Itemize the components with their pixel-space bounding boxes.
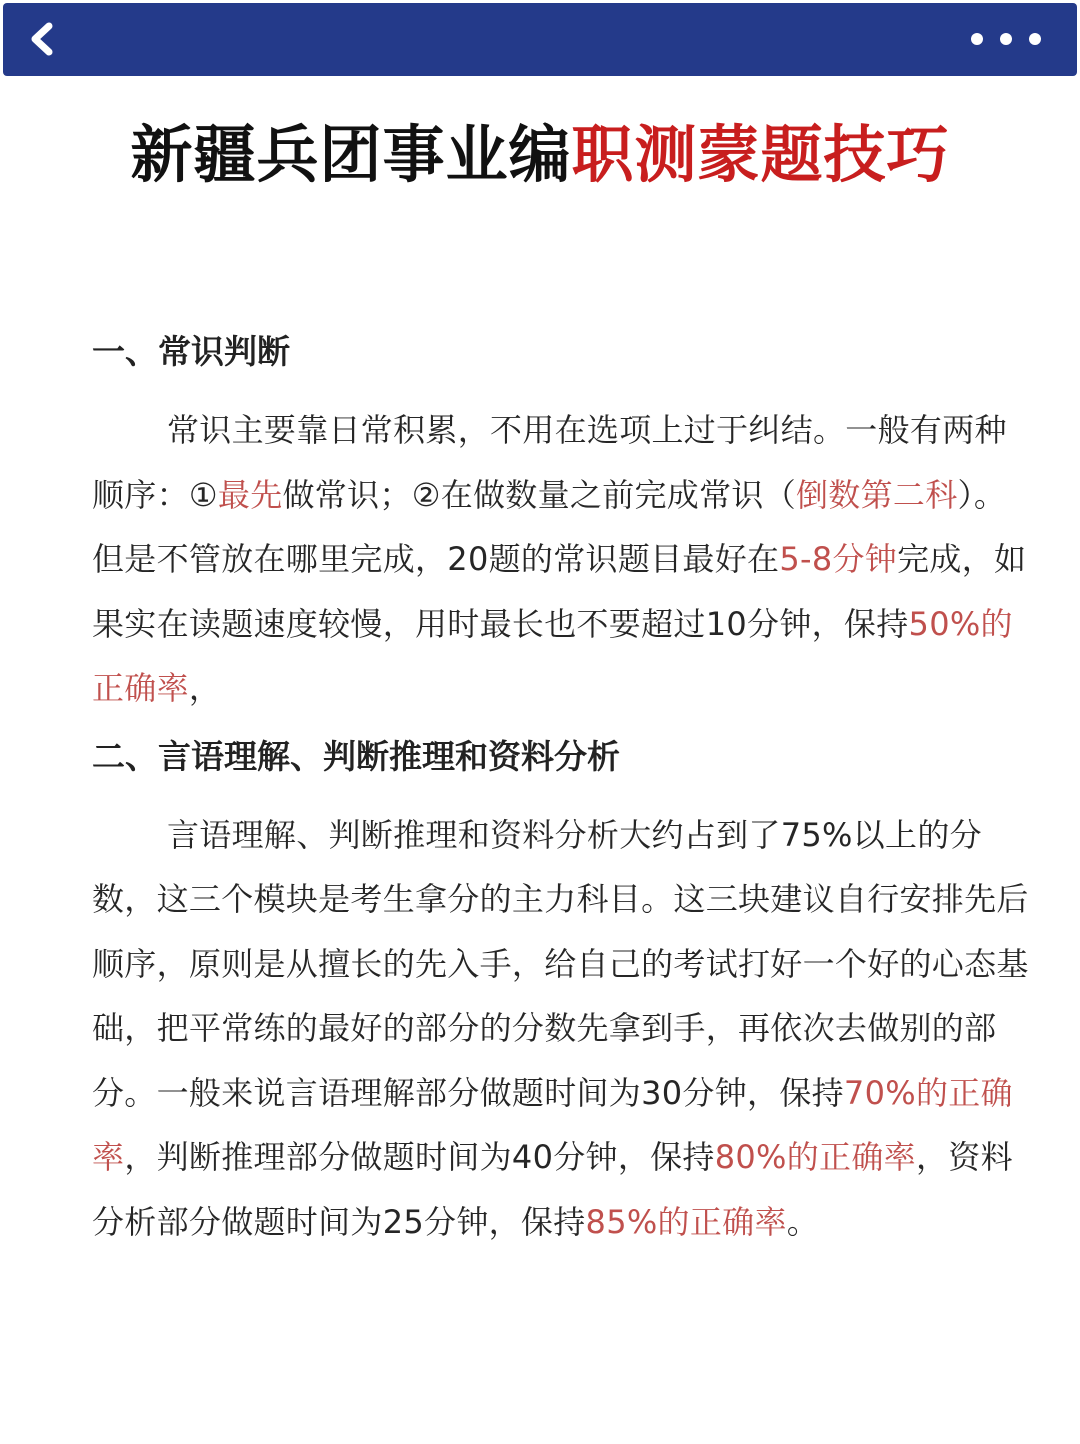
title-part-2: 职测蒙题技巧: [571, 118, 950, 191]
article-body: [92, 320, 1032, 1256]
body-text: 完成，如果实在读题速度较慢，用时最长也不要超过10分钟，保持: [92, 540, 1027, 643]
section-1-paragraph: [92, 398, 1032, 721]
highlight-text: 85%的正确率: [585, 1202, 787, 1241]
more-options-button[interactable]: [971, 19, 1041, 59]
highlight-text: 70%的正确率: [92, 1073, 1013, 1176]
more-horizontal-icon: [1000, 33, 1012, 45]
highlight-text: 倒数第二科: [796, 475, 958, 514]
highlight-text: 最先: [217, 475, 283, 514]
back-button[interactable]: [21, 19, 61, 59]
highlight-text: 80%的正确率: [714, 1138, 916, 1176]
top-nav-bar: [3, 3, 1077, 76]
page-title: [0, 118, 1080, 192]
section-2-heading: 二、言语理解、判断推理和资料分析: [92, 736, 620, 776]
section-1-heading: 一、常识判断: [92, 332, 290, 371]
body-text: 。: [786, 1202, 820, 1241]
body-text: ，判断推理部分做题时间为40分钟，保持: [124, 1138, 715, 1176]
body-text: ，资料分析部分做题时间为25分钟，保持: [92, 1138, 1013, 1241]
section-2-paragraph: [92, 803, 1032, 1255]
highlight-text: 50%的正确率: [92, 604, 1013, 707]
body-text: 常识主要靠日常积累，不用在选项上过于纠结。一般有两种顺序：①: [92, 411, 1007, 514]
chevron-left-icon: [27, 22, 55, 56]
body-text: ）。但是不管放在哪里完成，20题的常识题目最好在: [92, 475, 1007, 578]
body-text: ，: [188, 669, 222, 707]
more-horizontal-icon: [971, 33, 983, 45]
title-part-1: 新疆兵团事业编: [130, 118, 572, 191]
body-text: 做常识；②在做数量之前完成常识（: [282, 475, 796, 514]
highlight-text: 5-8分钟: [779, 540, 898, 578]
more-horizontal-icon: [1029, 33, 1041, 45]
body-text: 言语理解、判断推理和资料分析大约占到了75%以上的分数，这三个模块是考生拿分的主力科目。这三块建议自行安排先后顺序，原则是从擅长的先入手，给自己的考试打好一个好的心态基础，把平常练的最好的部分的分数先拿到手，再依次去做别的部分。一般来说言语理解部分做题时间为30分钟，保持: [92, 815, 1029, 1112]
